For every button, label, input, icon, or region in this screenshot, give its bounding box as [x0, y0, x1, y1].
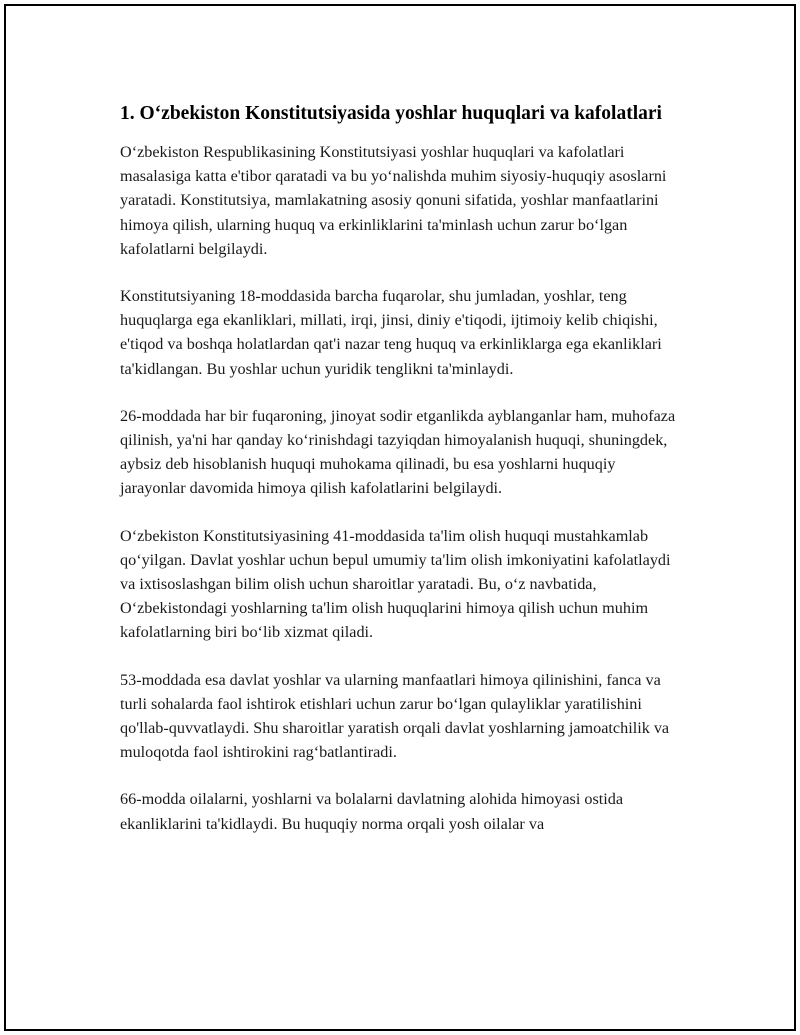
paragraph-article-18: Konstitutsiyaning 18-moddasida barcha fuqarolar, shu jumladan, yoshlar, teng huquqlarga ega ekanliklari, millati, irqi, jinsi, diniy e'tiqodi, ijtimoiy kelib chiqishi, e'tiqod va boshqa holatlardan qat'i nazar teng huquq va erkinliklarga ega ekanliklari ta'kidlangan. Bu yoshlar uchun yuridik tenglikni ta'minlaydi. [120, 287, 662, 378]
paragraph-article-66: 66-modda oilalarni, yoshlarni va bolalarni davlatning alohida himoyasi ostida ekanliklarini ta'kidlaydi. Bu huquqiy norma orqali yosh oilalar va [120, 790, 624, 833]
paragraph-article-41: O‘zbekiston Konstitutsiyasining 41-moddasida ta'lim olish huquqi mustahkamlab qo‘yilgan. Davlat yoshlar uchun bepul umumiy ta'lim olish imkoniyatini kafolatlaydi va ixtisoslashgan bilim olish uchun sharoitlar yaratadi. Bu, o‘z navbatida, O‘zbekistondagi yoshlarning ta'lim olish huquqlarini himoya qilish uchun muhim kafolatlarning biri bo‘lib xizmat qiladi. [120, 526, 671, 642]
document-body [120, 101, 680, 859]
page-frame [4, 4, 796, 1031]
paragraph-article-26: 26-moddada har bir fuqaroning, jinoyat sodir etganlikda ayblanganlar ham, muhofaza qilinish, ya'ni har qanday ko‘rinishdagi tazyiqdan himoyalanish huquqi, shuningdek, aybsiz deb hisoblanish huquqi muhokama qilinadi, bu esa yoshlarni huquqiy jarayonlar davomida himoya qilish kafolatlarini belgilaydi. [120, 406, 676, 498]
section-heading: 1. O‘zbekiston Konstitutsiyasida yoshlar huquqlari va kafolatlari [120, 103, 662, 124]
paragraph-intro: O‘zbekiston Respublikasining Konstitutsiyasi yoshlar huquqlari va kafolatlari masalasiga katta e'tibor qaratadi va bu yo‘nalishda muhim siyosiy-huquqiy asoslarni yaratadi. Konstitutsiya, mamlakatning asosiy qonuni sifatida, yoshlar manfaatlarini himoya qilish, ularning huquq va erkinliklarini ta'minlash uchun zarur bo‘lgan kafolatlarni belgilaydi. [120, 143, 667, 258]
paragraph-article-53: 53-moddada esa davlat yoshlar va ularning manfaatlari himoya qilinishini, fanca va turli sohalarda faol ishtirok etishlari uchun zarur bo‘lgan qulayliklar yaratilishini qo'llab-quvvatlaydi. Shu sharoitlar yaratish orqali davlat yoshlarning jamoatchilik va muloqotda faol ishtirokini rag‘batlantiradi. [120, 670, 670, 762]
